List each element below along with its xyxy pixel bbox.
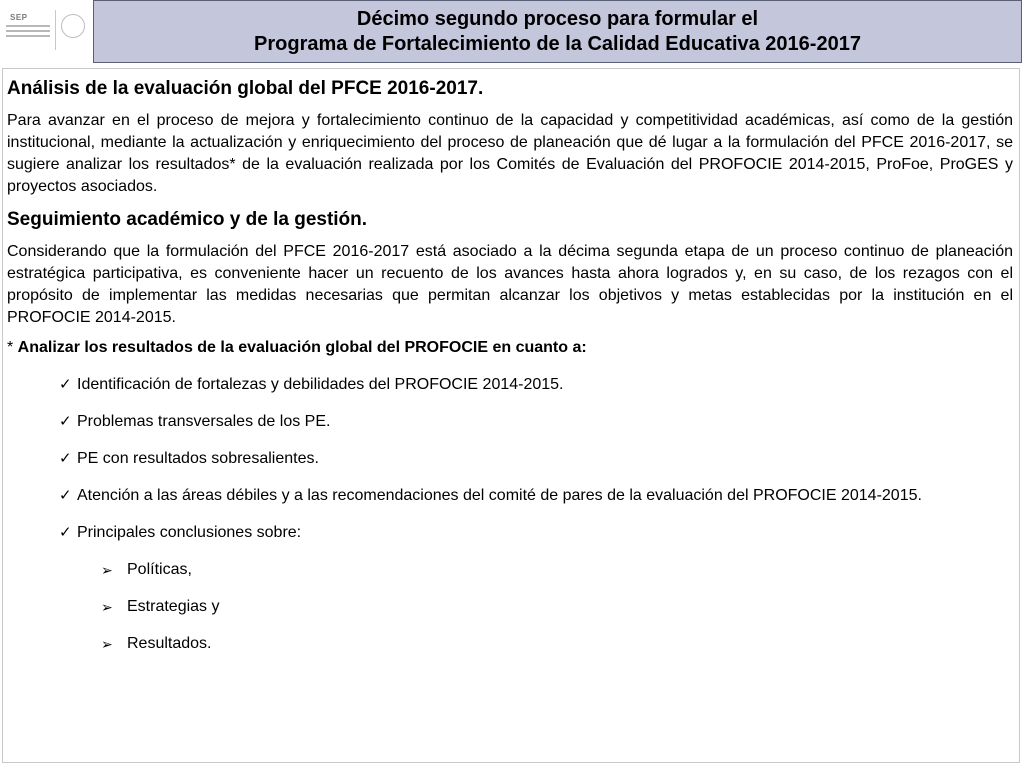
sublist-item: ➢ Resultados.	[7, 633, 1013, 655]
conclusions-sublist	[7, 559, 1013, 655]
section-heading-follow-up: Seguimiento académico y de la gestión.	[7, 209, 368, 230]
sep-logo-lines	[6, 25, 50, 45]
sep-logo-text: SEP	[10, 13, 28, 22]
arrow-bullet-icon: ➢	[101, 636, 113, 652]
list-item: ✓ Problemas transversales de los PE.	[7, 411, 1013, 433]
sublist-item: ➢ Estrategias y	[7, 596, 1013, 618]
asterisk: *	[7, 339, 18, 356]
title-line-1: Décimo segundo proceso para formular el	[356, 7, 759, 30]
checkmark-icon: ✓	[59, 450, 72, 467]
section-paragraph-follow-up: Considerando que la formulación del PFCE 2016-2017 está asociado a la décima segunda etapa de un proceso continuo de planeación estratégica participativa, es conveniente hacer un recuento de los avances hasta ahora logrados y, en su caso, de los rezagos con el propósito de implementar las medidas necesarias que permitan alcanzar los objetivos y metas establecidas por la institución en el PROFOCIE 2014-2015.	[7, 243, 1013, 326]
content-body	[7, 76, 1013, 655]
checkmark-icon: ✓	[59, 487, 72, 504]
national-seal-icon	[61, 14, 85, 38]
checkmark-icon: ✓	[59, 413, 72, 430]
list-item: ✓ Principales conclusiones sobre:	[7, 522, 1013, 544]
list-item: ✓ PE con resultados sobresalientes.	[7, 448, 1013, 470]
list-item: ✓ Atención a las áreas débiles y a las recomendaciones del comité de pares de la evaluación del PROFOCIE 2014-2015.	[7, 485, 1013, 507]
checklist	[7, 374, 1013, 544]
analysis-lead-text: Analizar los resultados de la evaluación global del PROFOCIE en cuanto a:	[17, 339, 587, 356]
section-paragraph-analysis: Para avanzar en el proceso de mejora y fortalecimiento continuo de la capacidad y competitividad académicas, así como de la gestión institucional, mediante la actualización y enriquecimiento del proceso de planeación que dé lugar a la formulación del PFCE 2016-2017, se sugiere analizar los resultados* de la evaluación realizada por los Comités de Evaluación del PROFOCIE 2014-2015, ProFoe, ProGES y proyectos asociados.	[7, 112, 1013, 195]
logo-divider	[55, 10, 56, 50]
sublist-item: ➢ Políticas,	[7, 559, 1013, 581]
checkmark-icon: ✓	[59, 376, 72, 393]
list-item: ✓ Identificación de fortalezas y debilidades del PROFOCIE 2014-2015.	[7, 374, 1013, 396]
section-heading-analysis: Análisis de la evaluación global del PFCE 2016-2017.	[7, 78, 484, 99]
checkmark-icon: ✓	[59, 524, 72, 541]
arrow-bullet-icon: ➢	[101, 562, 113, 578]
arrow-bullet-icon: ➢	[101, 599, 113, 615]
title-line-2: Programa de Fortalecimiento de la Calidad Educativa 2016-2017	[254, 32, 861, 55]
title-banner	[93, 0, 1022, 63]
analysis-lead	[7, 337, 1013, 359]
sep-logo	[0, 0, 90, 66]
